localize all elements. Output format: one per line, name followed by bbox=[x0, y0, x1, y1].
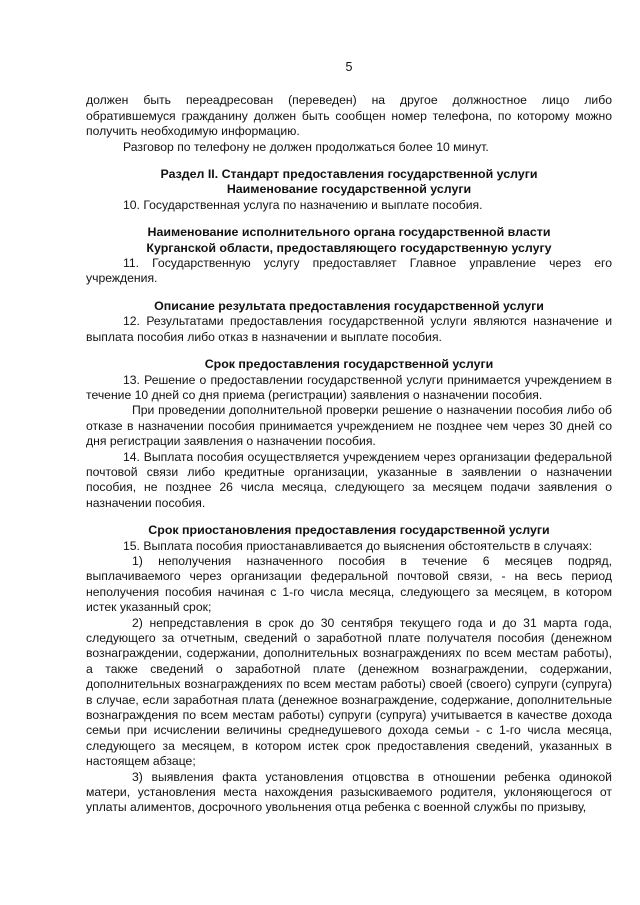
subsection-heading: Описание результата предоставления государственной услуги bbox=[154, 298, 544, 313]
page-number: 5 bbox=[345, 60, 353, 74]
paragraph-continuation: должен быть переадресован (переведен) на другое должностное лицо либо обратившемуся гражданину должен быть сообщен номер телефона, по которому можно получить необходимую информацию. bbox=[86, 93, 612, 139]
paragraph-phone-duration: Разговор по телефону не должен продолжаться более 10 минут. bbox=[123, 139, 489, 154]
paragraph-14: 14. Выплата пособия осуществляется учреждением через организации федеральной почтовой связи либо кредитные организации, указанные в заявлении о назначении пособия, не позднее 26 числа месяца, следующего за месяцем подачи заявления о назначении пособия. bbox=[86, 449, 612, 510]
list-item: 2) непредставления в срок до 30 сентября текущего года и до 31 марта года, следующего за отчетным, сведений о заработной плате получателя пособия (денежном вознаграждении, содержании, дополнительных вознаграждениях по всем местам работы), а также сведений о заработной плате (денежном вознаграждении, содержании, дополнительных вознаграждениях по всем местам работы) своей (своего) супруги (супруга) в случае, если заработная плата (денежное вознаграждение, содержание, дополнительные вознаграждения по всем местам работы) супруги (супруга) учитывается в качестве дохода семьи при исчислении величины среднедушевого дохода семьи - с 1-го числа месяца, следующего за месяцем, в котором истек срок предоставления сведений, указанных в настоящем абзаце; bbox=[86, 615, 612, 769]
paragraph-13: 13. Решение о предоставлении государственной услуги принимается учреждением в течение 10 дней со дня приема (регистрации) заявления о назначении пособия. bbox=[86, 372, 612, 402]
subsection-heading: Срок предоставления государственной услуги bbox=[204, 357, 494, 372]
subsection-heading: Наименование исполнительного органа государственной власти bbox=[147, 225, 551, 240]
paragraph-15: 15. Выплата пособия приостанавливается до выяснения обстоятельств в случаях: bbox=[123, 538, 593, 553]
subsection-heading: Наименование государственной услуги bbox=[226, 182, 472, 197]
subsection-heading: Срок приостановления предоставления государственной услуги bbox=[148, 523, 550, 538]
paragraph-12: 12. Результатами предоставления государственной услуги являются назначение и выплата пособия либо отказ в назначении и выплате пособия. bbox=[86, 314, 612, 344]
paragraph-10: 10. Государственная услуга по назначению и выплате пособия. bbox=[123, 197, 483, 212]
paragraph-11: 11. Государственную услугу предоставляет Главное управление через его учреждения. bbox=[86, 256, 612, 286]
list-item: 1) неполучения назначенного пособия в течение 6 месяцев подряд, выплачиваемого через организации федеральной почтовой связи, - на весь период неполучения пособия начиная с 1-го числа месяца, следующего за месяцем, в котором истек указанный срок; bbox=[86, 553, 612, 615]
list-item: 3) выявления факта установления отцовства в отношении ребенка одинокой матери, установления места нахождения разыскиваемого родителя, уклоняющегося от уплаты алиментов, досрочного увольнения отца ребенка с военной службы по призыву, bbox=[86, 769, 612, 815]
paragraph-13-additional: При проведении дополнительной проверки решение о назначении пособия либо об отказе в назначении пособия принимается учреждением не позднее чем через 30 дней со дня регистрации заявления о назначении пособия. bbox=[86, 403, 612, 449]
section-heading: Раздел II. Стандарт предоставления государственной услуги bbox=[160, 167, 538, 182]
subsection-heading: Курганской области, предоставляющего государственную услугу bbox=[146, 240, 552, 255]
